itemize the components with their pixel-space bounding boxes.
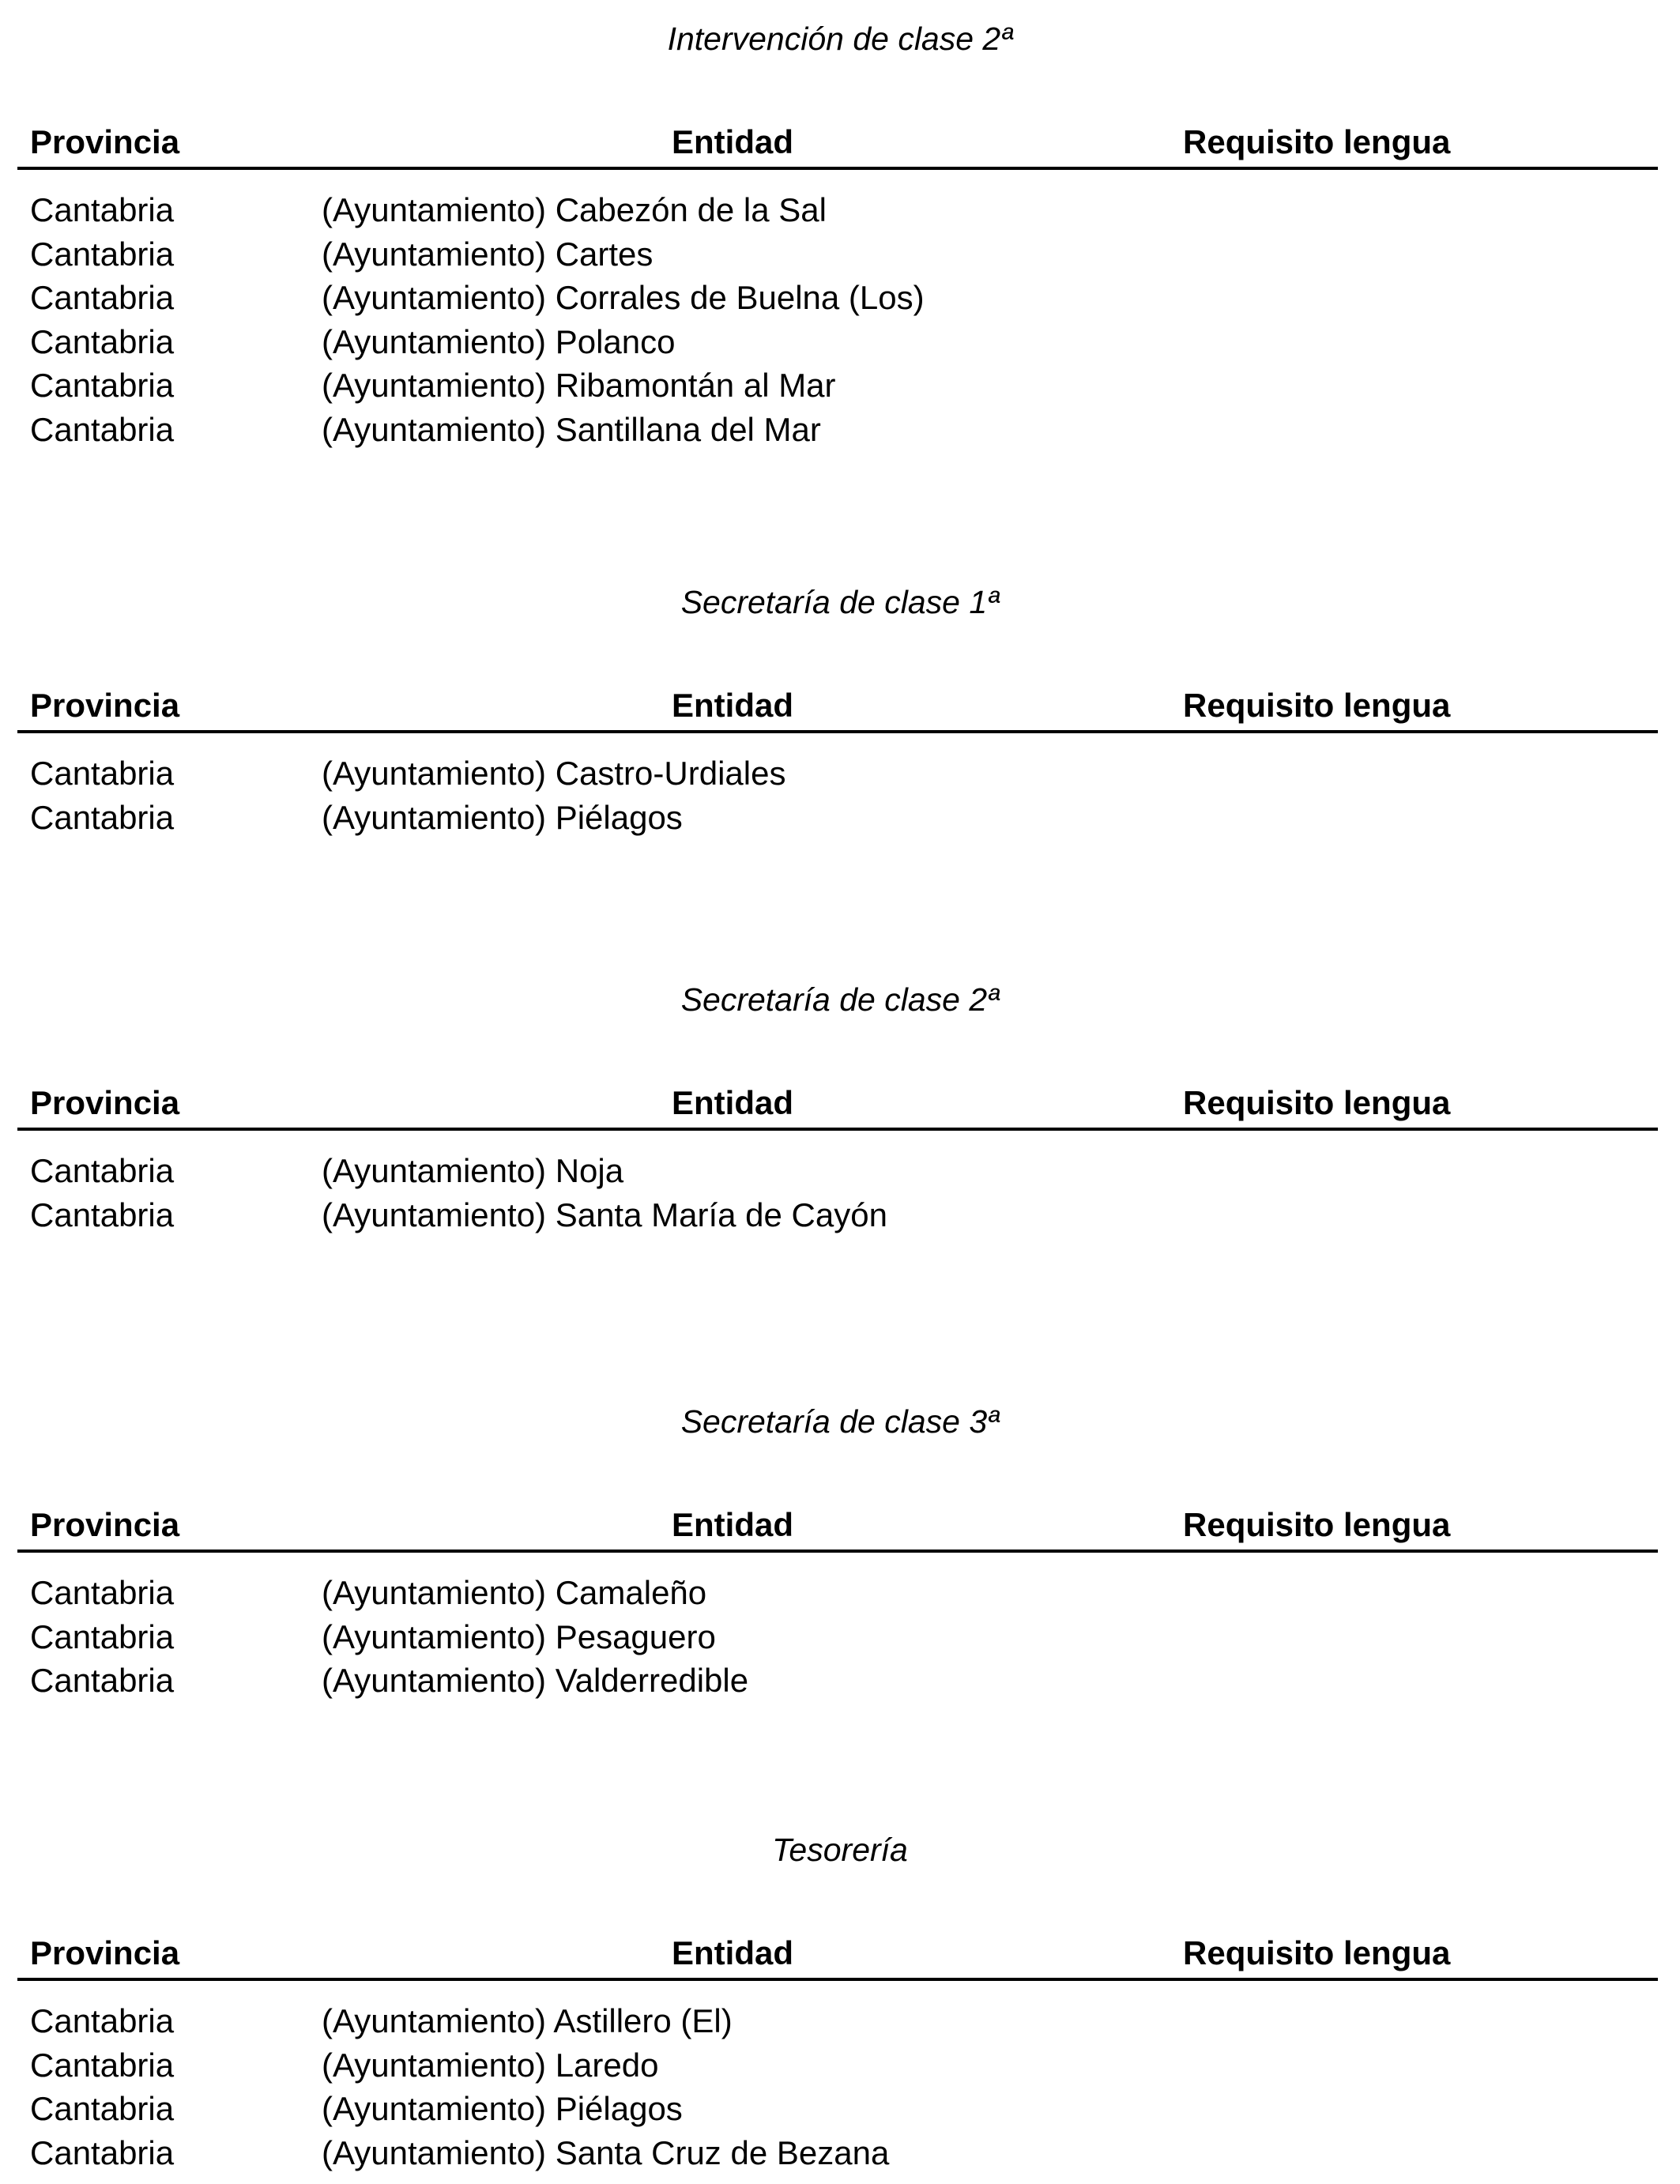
cell-provincia: Cantabria xyxy=(30,755,175,792)
cell-entidad: (Ayuntamiento) Camaleño xyxy=(322,1574,707,1611)
section-title: Secretaría de clase 2ª xyxy=(680,981,1000,1018)
table-header xyxy=(0,683,1680,728)
header-rule xyxy=(17,1128,1658,1131)
header-requisito-lengua: Requisito lengua xyxy=(1183,687,1451,724)
header-entidad: Entidad xyxy=(672,687,793,724)
table-row xyxy=(0,363,1680,408)
header-provincia: Provincia xyxy=(30,123,180,160)
table-row xyxy=(0,2087,1680,2131)
cell-provincia: Cantabria xyxy=(30,1152,175,1189)
table-body xyxy=(0,1999,1680,2175)
table-row xyxy=(0,320,1680,364)
cell-entidad: (Ayuntamiento) Piélagos xyxy=(322,798,683,836)
cell-entidad: (Ayuntamiento) Polanco xyxy=(322,322,676,360)
cell-provincia: Cantabria xyxy=(30,235,175,273)
header-provincia: Provincia xyxy=(30,1506,180,1543)
section-title: Intervención de clase 2ª xyxy=(667,21,1013,57)
table-body xyxy=(0,188,1680,451)
table-row xyxy=(0,1659,1680,1703)
table-row xyxy=(0,188,1680,232)
table-row xyxy=(0,2043,1680,2088)
cell-provincia: Cantabria xyxy=(30,2002,175,2039)
cell-provincia: Cantabria xyxy=(30,1196,175,1233)
header-requisito-lengua: Requisito lengua xyxy=(1183,1506,1451,1543)
table-body xyxy=(0,1149,1680,1237)
cell-provincia: Cantabria xyxy=(30,1662,175,1699)
cell-entidad: (Ayuntamiento) Valderredible xyxy=(322,1662,749,1699)
header-rule xyxy=(17,730,1658,733)
header-provincia: Provincia xyxy=(30,1934,180,1971)
cell-provincia: Cantabria xyxy=(30,410,175,448)
table-row xyxy=(0,276,1680,320)
cell-entidad: (Ayuntamiento) Corrales de Buelna (Los) xyxy=(322,279,925,316)
header-requisito-lengua: Requisito lengua xyxy=(1183,123,1451,160)
section-title: Tesorería xyxy=(772,1832,908,1868)
cell-entidad: (Ayuntamiento) Castro-Urdiales xyxy=(322,755,786,792)
header-requisito-lengua: Requisito lengua xyxy=(1183,1084,1451,1121)
cell-provincia: Cantabria xyxy=(30,2133,175,2171)
cell-entidad: (Ayuntamiento) Piélagos xyxy=(322,2090,683,2127)
table-body xyxy=(0,751,1680,839)
cell-provincia: Cantabria xyxy=(30,2046,175,2084)
section-title: Secretaría de clase 3ª xyxy=(680,1403,1000,1440)
table-row xyxy=(0,751,1680,796)
cell-entidad: (Ayuntamiento) Cabezón de la Sal xyxy=(322,191,827,228)
header-rule xyxy=(17,167,1658,170)
header-entidad: Entidad xyxy=(672,1506,793,1543)
table-row xyxy=(0,1149,1680,1193)
table-body xyxy=(0,1571,1680,1703)
cell-entidad: (Ayuntamiento) Santa Cruz de Bezana xyxy=(322,2133,890,2171)
table-header xyxy=(0,1081,1680,1125)
table-row xyxy=(0,1193,1680,1237)
table-row xyxy=(0,2131,1680,2175)
section-title: Secretaría de clase 1ª xyxy=(680,584,1000,620)
cell-entidad: (Ayuntamiento) Ribamontán al Mar xyxy=(322,367,836,404)
table-row xyxy=(0,1571,1680,1615)
cell-entidad: (Ayuntamiento) Santillana del Mar xyxy=(322,410,821,448)
cell-provincia: Cantabria xyxy=(30,322,175,360)
cell-provincia: Cantabria xyxy=(30,1574,175,1611)
cell-provincia: Cantabria xyxy=(30,191,175,228)
cell-provincia: Cantabria xyxy=(30,2090,175,2127)
table-header xyxy=(0,120,1680,164)
cell-entidad: (Ayuntamiento) Cartes xyxy=(322,235,654,273)
table-row xyxy=(0,796,1680,840)
table-header xyxy=(0,1503,1680,1547)
header-entidad: Entidad xyxy=(672,1084,793,1121)
table-row xyxy=(0,1615,1680,1659)
header-entidad: Entidad xyxy=(672,123,793,160)
header-rule xyxy=(17,1978,1658,1981)
cell-provincia: Cantabria xyxy=(30,279,175,316)
table-row xyxy=(0,1999,1680,2043)
cell-entidad: (Ayuntamiento) Laredo xyxy=(322,2046,659,2084)
cell-entidad: (Ayuntamiento) Noja xyxy=(322,1152,624,1189)
cell-entidad: (Ayuntamiento) Astillero (El) xyxy=(322,2002,733,2039)
table-row xyxy=(0,408,1680,452)
table-header xyxy=(0,1931,1680,1975)
cell-provincia: Cantabria xyxy=(30,798,175,836)
header-provincia: Provincia xyxy=(30,1084,180,1121)
cell-provincia: Cantabria xyxy=(30,1617,175,1655)
header-requisito-lengua: Requisito lengua xyxy=(1183,1934,1451,1971)
cell-entidad: (Ayuntamiento) Santa María de Cayón xyxy=(322,1196,887,1233)
cell-entidad: (Ayuntamiento) Pesaguero xyxy=(322,1617,716,1655)
header-rule xyxy=(17,1550,1658,1553)
header-entidad: Entidad xyxy=(672,1934,793,1971)
header-provincia: Provincia xyxy=(30,687,180,724)
table-row xyxy=(0,232,1680,277)
cell-provincia: Cantabria xyxy=(30,367,175,404)
